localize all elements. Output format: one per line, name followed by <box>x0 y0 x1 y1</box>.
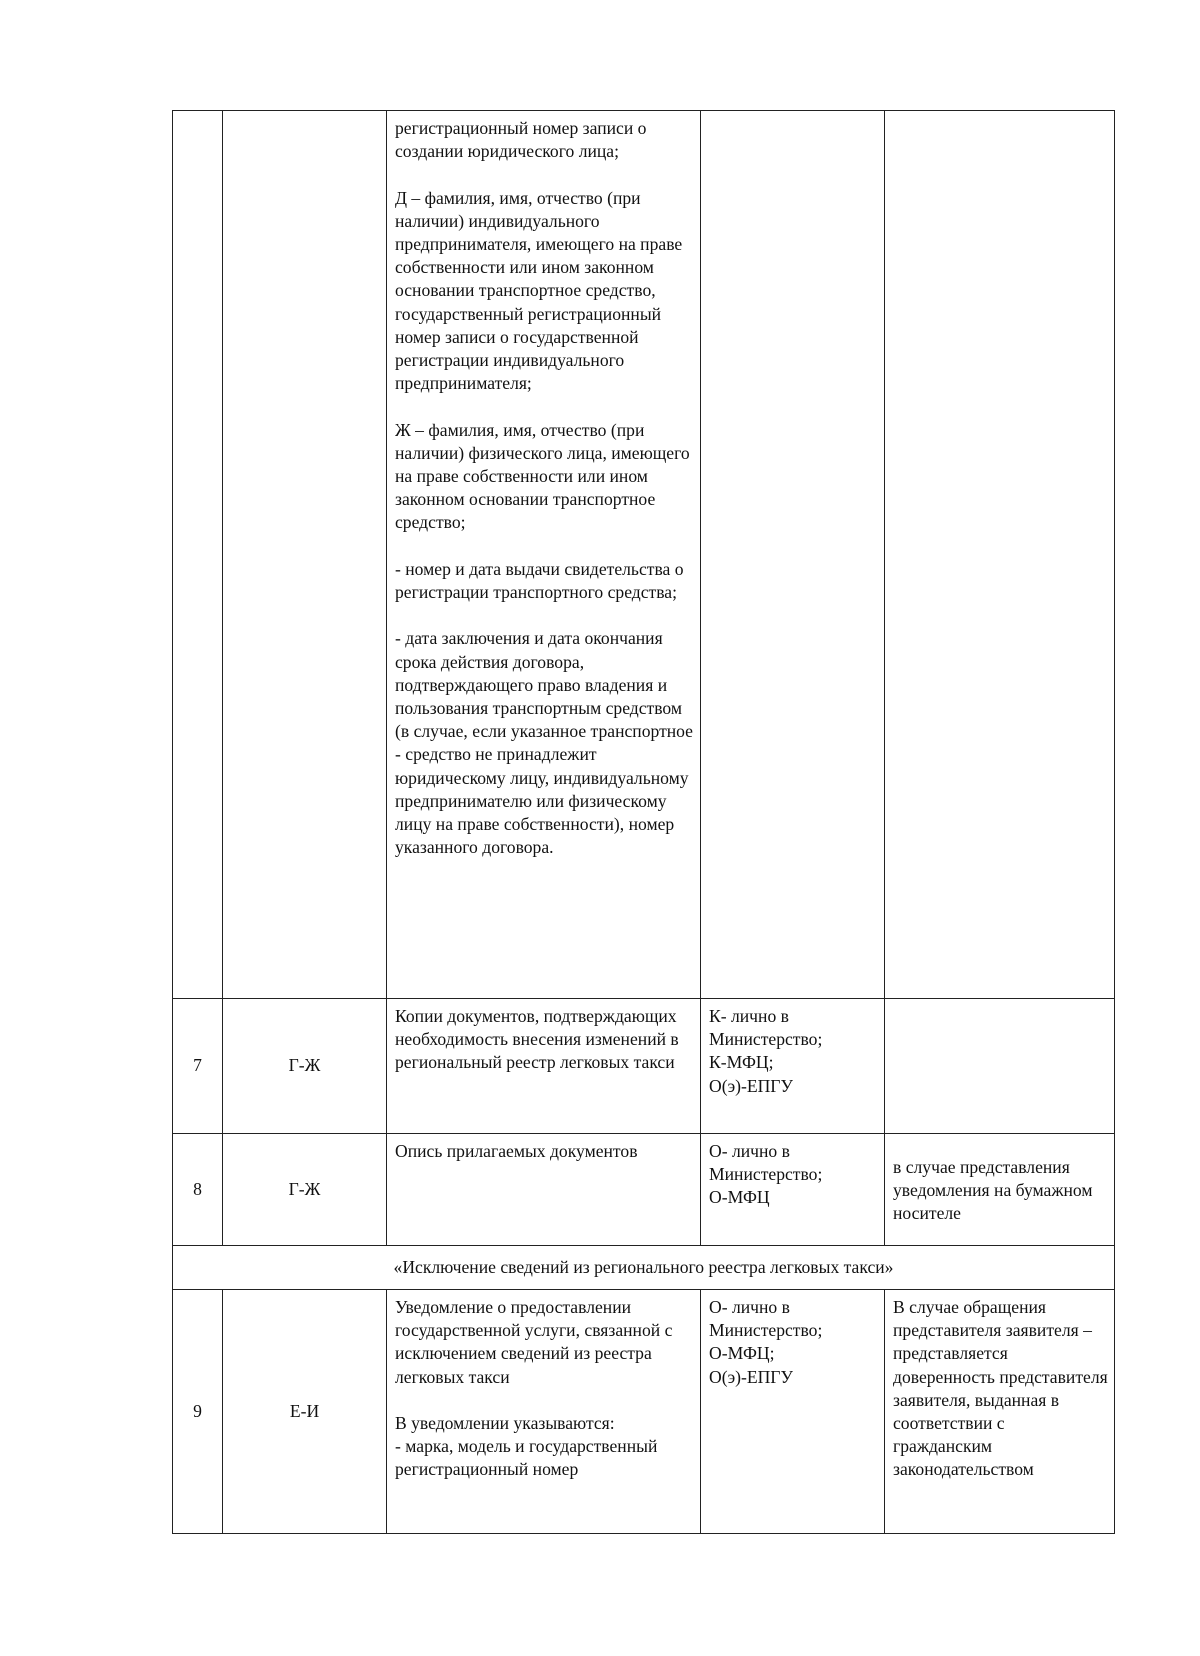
row-code: Г-Ж <box>223 999 387 1134</box>
row-number: 7 <box>173 999 223 1134</box>
submission-method: О- лично в Министерство; <box>709 1141 823 1185</box>
row-number: 9 <box>173 1290 223 1534</box>
row-description: Копии документов, подтверждающих необходимость внесения изменений в региональный реестр легковых такси <box>387 999 701 1134</box>
description-paragraph: Уведомление о предоставлении государственной услуги, связанной с исключением сведений из реестра легковых такси <box>395 1297 673 1387</box>
table-row <box>173 1134 1115 1246</box>
description-paragraph: - марка, модель и государственный регистрационный номер <box>395 1436 658 1480</box>
row-submission <box>701 999 885 1134</box>
table-row <box>173 111 1115 999</box>
section-row <box>173 1246 1115 1290</box>
row-number <box>173 111 223 999</box>
row-note: В случае обращения представителя заявителя – представляется доверенность представителя заявителя, выданная в соответствии с гражданским законодательством <box>885 1290 1115 1534</box>
description-paragraph: - номер и дата выдачи свидетельства о регистрации транспортного средства; <box>395 558 684 603</box>
description-paragraph: В уведомлении указываются: <box>395 1413 615 1433</box>
row-submission <box>701 1134 885 1246</box>
submission-method: О(э)-ЕПГУ <box>709 1366 793 1387</box>
description-paragraph: Д – фамилия, имя, отчество (при наличии) индивидуального предпринимателя, имеющего на праве собственности или ином законном основании транспортное средство, государственный регистрационный номер записи о государственной регистрации индивидуального предпринимателя; <box>395 187 683 394</box>
row-note <box>885 111 1115 999</box>
row-submission <box>701 1290 885 1534</box>
row-note: в случае представления уведомления на бумажном носителе <box>885 1134 1115 1246</box>
table-row <box>173 1290 1115 1534</box>
row-submission <box>701 111 885 999</box>
section-title: «Исключение сведений из регионального реестра легковых такси» <box>173 1246 1115 1290</box>
row-code: Г-Ж <box>223 1134 387 1246</box>
table-row <box>173 999 1115 1134</box>
submission-method: О(э)-ЕПГУ <box>709 1075 793 1096</box>
row-number: 8 <box>173 1134 223 1246</box>
document-table <box>172 110 1115 1534</box>
submission-method: О-МФЦ <box>709 1187 770 1208</box>
submission-method: К-МФЦ; <box>709 1052 774 1073</box>
submission-method: О- лично в Министерство; <box>709 1297 823 1341</box>
row-code: Е-И <box>223 1290 387 1534</box>
submission-method: К- лично в Министерство; <box>709 1006 823 1050</box>
description-paragraph: - дата заключения и дата окончания срока действия договора, подтверждающего право владения и пользования транспортным средством (в случае, если указанное транспортное - средство не принадлежит юридическому лицу, индивидуальному предпринимателю или физическому лицу на праве собственности), номер указанного договора. <box>395 628 693 858</box>
row-description <box>387 1290 701 1534</box>
row-code <box>223 111 387 999</box>
description-paragraph: Ж – фамилия, имя, отчество (при наличии) физического лица, имеющего на праве собственности или ином законном основании транспортное средство; <box>395 419 690 533</box>
submission-method: О-МФЦ; <box>709 1343 775 1364</box>
row-note <box>885 999 1115 1134</box>
row-description <box>387 111 701 999</box>
row-description: Опись прилагаемых документов <box>387 1134 701 1246</box>
description-paragraph: регистрационный номер записи о создании юридического лица; <box>395 118 647 162</box>
